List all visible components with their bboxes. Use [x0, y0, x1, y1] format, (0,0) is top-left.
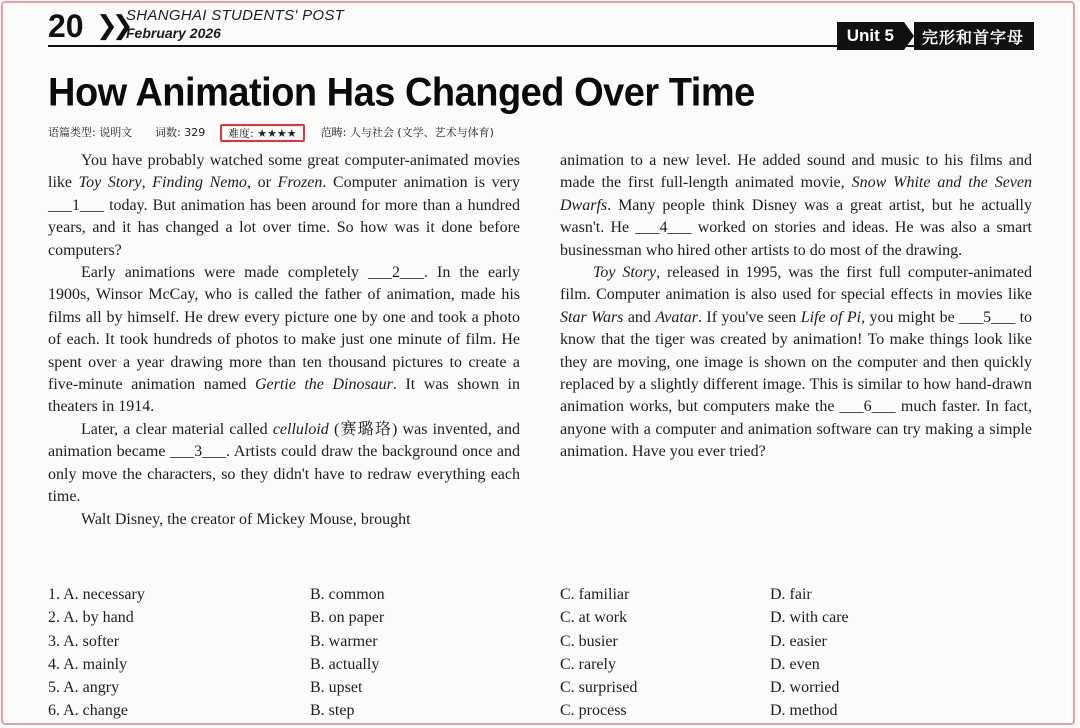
movie-title: Toy Story — [78, 174, 142, 192]
unit-arrow-icon — [904, 22, 914, 50]
option-a: 1. A. necessary — [48, 586, 145, 603]
option-d: D. with care — [770, 609, 849, 627]
section-label: 完形和首字母 — [914, 22, 1034, 50]
option-b: B. step — [310, 702, 355, 720]
publication-date: February 2026 — [126, 25, 221, 41]
option-d: D. easier — [770, 632, 827, 650]
option-c: C. process — [560, 702, 627, 720]
unit-badge — [837, 18, 1034, 54]
movie-title: Life of Pi — [800, 308, 862, 326]
meta-word-count: 词数: 329 — [155, 126, 206, 139]
movie-title: Gertie the Dinosaur — [254, 376, 393, 394]
paragraph-2: Early animations were made completely ___2___. In the early 1900s, Winsor McCay, who is called the father of animation, made his films all by himself. He drew every picture one by one and took a photo of each. It took hundreds of photos to make just one minute of film. He spent over a year drawing more than ten thousand pictures to create a five-minute animation named Gertie the Dinosaur. It was shown in theaters in 1914. — [48, 264, 521, 416]
option-d: D. even — [770, 655, 820, 673]
movie-title: Frozen — [277, 174, 323, 192]
blank-5: ___5___ — [959, 308, 1016, 326]
option-d: D. worried — [770, 679, 840, 697]
option-row — [48, 653, 1048, 676]
paragraph-5: Toy Story, released in 1995, was the first full computer-animated film. Computer animation is also used for special effects in movies like Star Wars and Avatar. If you've seen Life of Pi, you might be ___5___ to know that the tiger was created by animation! To make things look like they are moving, one image is shown on the computer and then quickly replaced by a slightly different image. This is similar to how hand-drawn animation works, but computers make the ___6___ much faster. In fact, anyone with a computer and animation software can try making a simple animation. Have you ever tried? — [560, 264, 1033, 461]
movie-title: Toy Story — [593, 264, 657, 282]
answer-options — [48, 583, 1048, 723]
article-meta — [48, 124, 494, 142]
option-a: 3. A. softer — [48, 632, 120, 650]
option-b: B. actually — [310, 655, 380, 673]
option-b: B. warmer — [310, 632, 378, 650]
option-row — [48, 630, 1048, 653]
option-c: C. busier — [560, 632, 618, 650]
movie-title: Finding Nemo — [152, 174, 247, 192]
movie-title: Star Wars — [560, 308, 624, 326]
option-d: D. fair — [770, 586, 812, 603]
page-number: 20 — [48, 8, 84, 44]
option-a: 6. A. change — [48, 702, 128, 720]
unit-label: Unit 5 — [837, 22, 904, 50]
blank-6: ___6___ — [839, 398, 896, 416]
blank-3: ___3___ — [170, 443, 227, 461]
option-row — [48, 676, 1048, 699]
option-row — [48, 699, 1048, 722]
meta-difficulty: 难度: ★★★★ — [220, 124, 305, 142]
meta-scope: 范畴: 人与社会 (文学、艺术与体育) — [320, 126, 494, 139]
movie-title: Avatar — [655, 308, 698, 326]
option-c: C. rarely — [560, 655, 616, 673]
option-c: C. surprised — [560, 679, 638, 697]
option-row — [48, 606, 1048, 629]
paragraph-4: Walt Disney, the creator of Mickey Mouse, brought — [81, 510, 411, 528]
option-b: B. upset — [310, 679, 363, 697]
left-column — [48, 150, 520, 531]
paragraph-3: Later, a clear material called celluloid (赛璐珞) was invented, and animation became ___3___. Artists could draw the background once and only move the characters, so they didn't have to redraw everything each time. — [48, 420, 521, 506]
option-b: B. common — [310, 586, 385, 603]
option-a: 5. A. angry — [48, 679, 120, 697]
option-a: 2. A. by hand — [48, 609, 134, 627]
blank-1: ___1___ — [48, 196, 104, 214]
option-d: D. method — [770, 702, 838, 720]
blank-4: ___4___ — [635, 219, 692, 237]
movie-title: Snow White and the Seven Dwarfs — [560, 174, 1033, 214]
meta-genre: 语篇类型: 说明文 — [48, 126, 133, 139]
double-chevron-icon: ❯❯ — [96, 11, 128, 41]
blank-2: ___2___ — [367, 264, 424, 282]
publication-block — [126, 8, 344, 41]
term-italic: celluloid — [272, 420, 329, 438]
option-c: C. at work — [560, 609, 628, 627]
option-row — [48, 583, 1048, 606]
article-title: How Animation Has Changed Over Time — [48, 71, 755, 116]
option-b: B. on paper — [310, 609, 385, 627]
page-header — [48, 8, 1034, 52]
paragraph-4-continued: animation to a new level. He added sound and music to his films and made the first full-length animated movie, Snow White and the Seven Dwarfs. Many people think Disney was a great artist, but he actually wasn't. He ___4___ worked on stories and ideas. He was also a smart businessman who hired other artists to do most of the drawing. — [560, 152, 1033, 259]
option-a: 4. A. mainly — [48, 655, 128, 673]
right-column — [560, 150, 1032, 464]
paragraph-1: You have probably watched some great computer-animated movies like Toy Story, Finding Nemo, or Frozen. Computer animation is very ___1___ today. But animation has been around for more than a hundred years, and it has changed a lot over time. So how was it done before computers? — [48, 152, 521, 259]
publication-name: SHANGHAI STUDENTS' POST — [126, 7, 345, 24]
option-c: C. familiar — [560, 586, 630, 603]
